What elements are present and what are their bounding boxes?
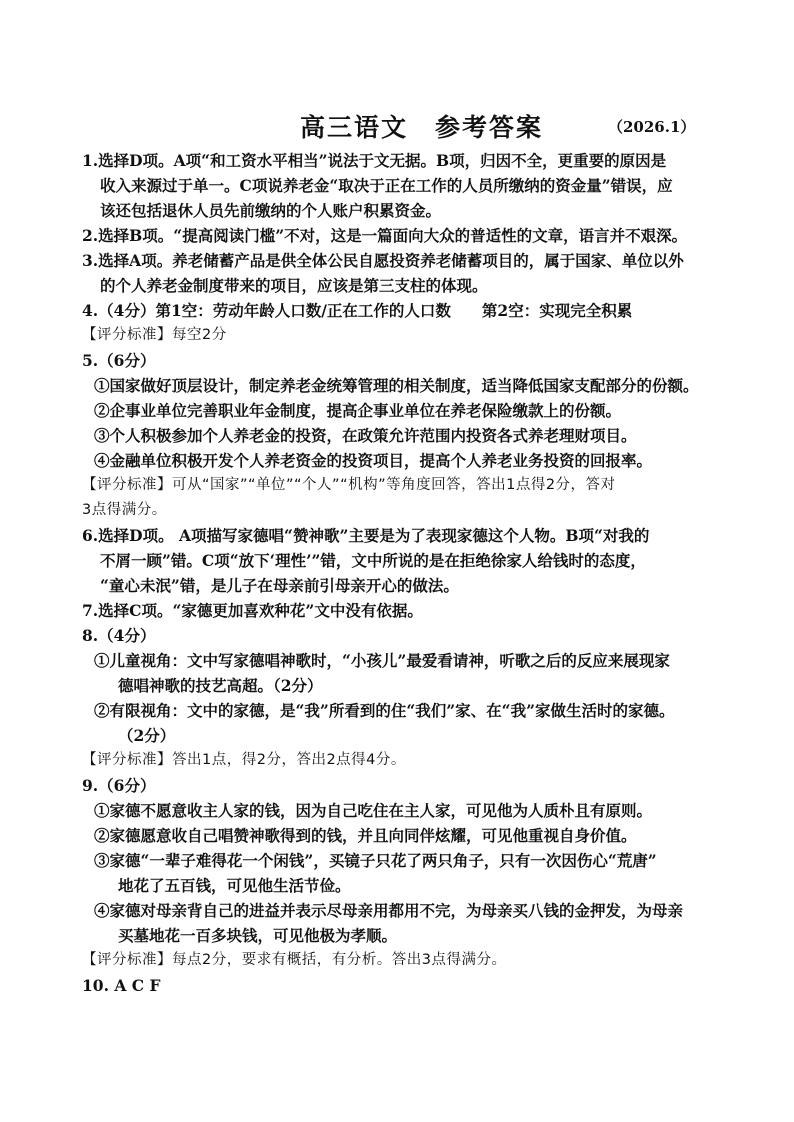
answer-line: 3.选择A项。养老储蓄产品是供全体公民自愿投资养老储蓄项目的，属于国家、单位以外 [82, 251, 684, 270]
answer-line: 地花了五百钱，可见他生活节俭。 [118, 876, 351, 895]
answer-line: 不屑一顾”错。C项“放下‘理性’”错，文中所说的是在拒绝徐家人给钱时的态度， [100, 551, 646, 570]
answer-line: 德唱神歌的技艺高超。（2分） [118, 676, 323, 695]
page-header [0, 108, 794, 148]
scoring-standard-line: 【评分标准】可从“国家”“单位”“个人”“机构”等角度回答，答出1点得2分，答对 [82, 477, 616, 493]
answer-line: （2分） [118, 726, 176, 745]
answer-line: 收入来源过于单一。C项说养老金“取决于正在工作的人员所缴纳的资金量”错误，应 [100, 176, 673, 195]
answer-line: 2.选择B项。“提高阅读门槛”不对，这是一篇面向大众的普适性的文章，语言并不艰深。 [82, 226, 688, 245]
answer-line: ①国家做好顶层设计，制定养老金统筹管理的相关制度，适当降低国家支配部分的份额。 [94, 376, 699, 395]
answer-body [82, 148, 742, 998]
page-title: 高三语文 参考答案 [300, 113, 544, 142]
answer-line: 7.选择C项。“家德更加喜欢种花”文中没有依据。 [82, 601, 423, 620]
answer-line: “童心未泯”错，是儿子在母亲前引母亲开心的做法。 [100, 576, 459, 595]
answer-line: 6.选择D项。 A项描写家德唱“赞神歌”主要是为了表现家德这个人物。B项“对我的 [82, 526, 650, 545]
answer-line: ③个人积极参加个人养老金的投资，在政策允许范围内投资各式养老理财项目。 [94, 426, 637, 445]
answer-line: 5.（6分） [82, 351, 156, 370]
answer-line: ①家德不愿意收主人家的钱，因为自己吃住在主人家，可见他为人质朴且有原则。 [94, 801, 653, 820]
answer-line: 9.（6分） [82, 776, 156, 795]
answer-line: ①儿童视角：文中写家德唱神歌时，“小孩儿”最爱看请神，听歌之后的反应来展现家 [94, 651, 670, 670]
scoring-standard-line: 【评分标准】答出1点，得2分，答出2点得4分。 [82, 752, 406, 768]
answer-line: 1.选择D项。A项“和工资水平相当”说法于文无据。B项，归因不全，更重要的原因是 [82, 151, 667, 170]
answer-line: 该还包括退休人员先前缴纳的个人账户积累资金。 [100, 201, 442, 220]
scoring-standard-line: 3点得满分。 [82, 502, 167, 518]
scoring-standard-line: 【评分标准】每点2分，要求有概括，有分析。答出3点得满分。 [82, 952, 507, 968]
answer-line: 买墓地花一百多块钱，可见他极为孝顺。 [118, 926, 398, 945]
answer-line: 的个人养老金制度带来的项目，应该是第三支柱的体现。 [100, 276, 488, 295]
answer-line: ③家德“一辈子难得花一个闲钱”，买镜子只花了两只角子，只有一次因伤心“荒唐” [94, 851, 657, 870]
answer-line: ②企事业单位完善职业年金制度，提高企事业单位在养老保险缴款上的份额。 [94, 401, 622, 420]
answer-line: ②有限视角：文中的家德，是“我”所看到的住“我们”家、在“我”家做生活时的家德。 [94, 701, 675, 720]
scoring-standard-line: 【评分标准】每空2分 [82, 327, 227, 343]
answer-line: 10. A C F [82, 976, 161, 995]
answer-line: ④金融单位积极开发个人养老资金的投资项目，提高个人养老业务投资的回报率。 [94, 451, 653, 470]
answer-line: 8.（4分） [82, 626, 156, 645]
page-date: （2026.1） [608, 118, 696, 136]
answer-line: ④家德对母亲背自己的进益并表示尽母亲用都用不完，为母亲买八钱的金押发，为母亲 [94, 901, 684, 920]
answer-line: ②家德愿意收自己唱赞神歌得到的钱，并且向同伴炫耀，可见他重视自身价值。 [94, 826, 637, 845]
answer-line: 4.（4分）第1空：劳动年龄人口数/正在工作的人口数 第2空：实现完全积累 [82, 301, 633, 320]
